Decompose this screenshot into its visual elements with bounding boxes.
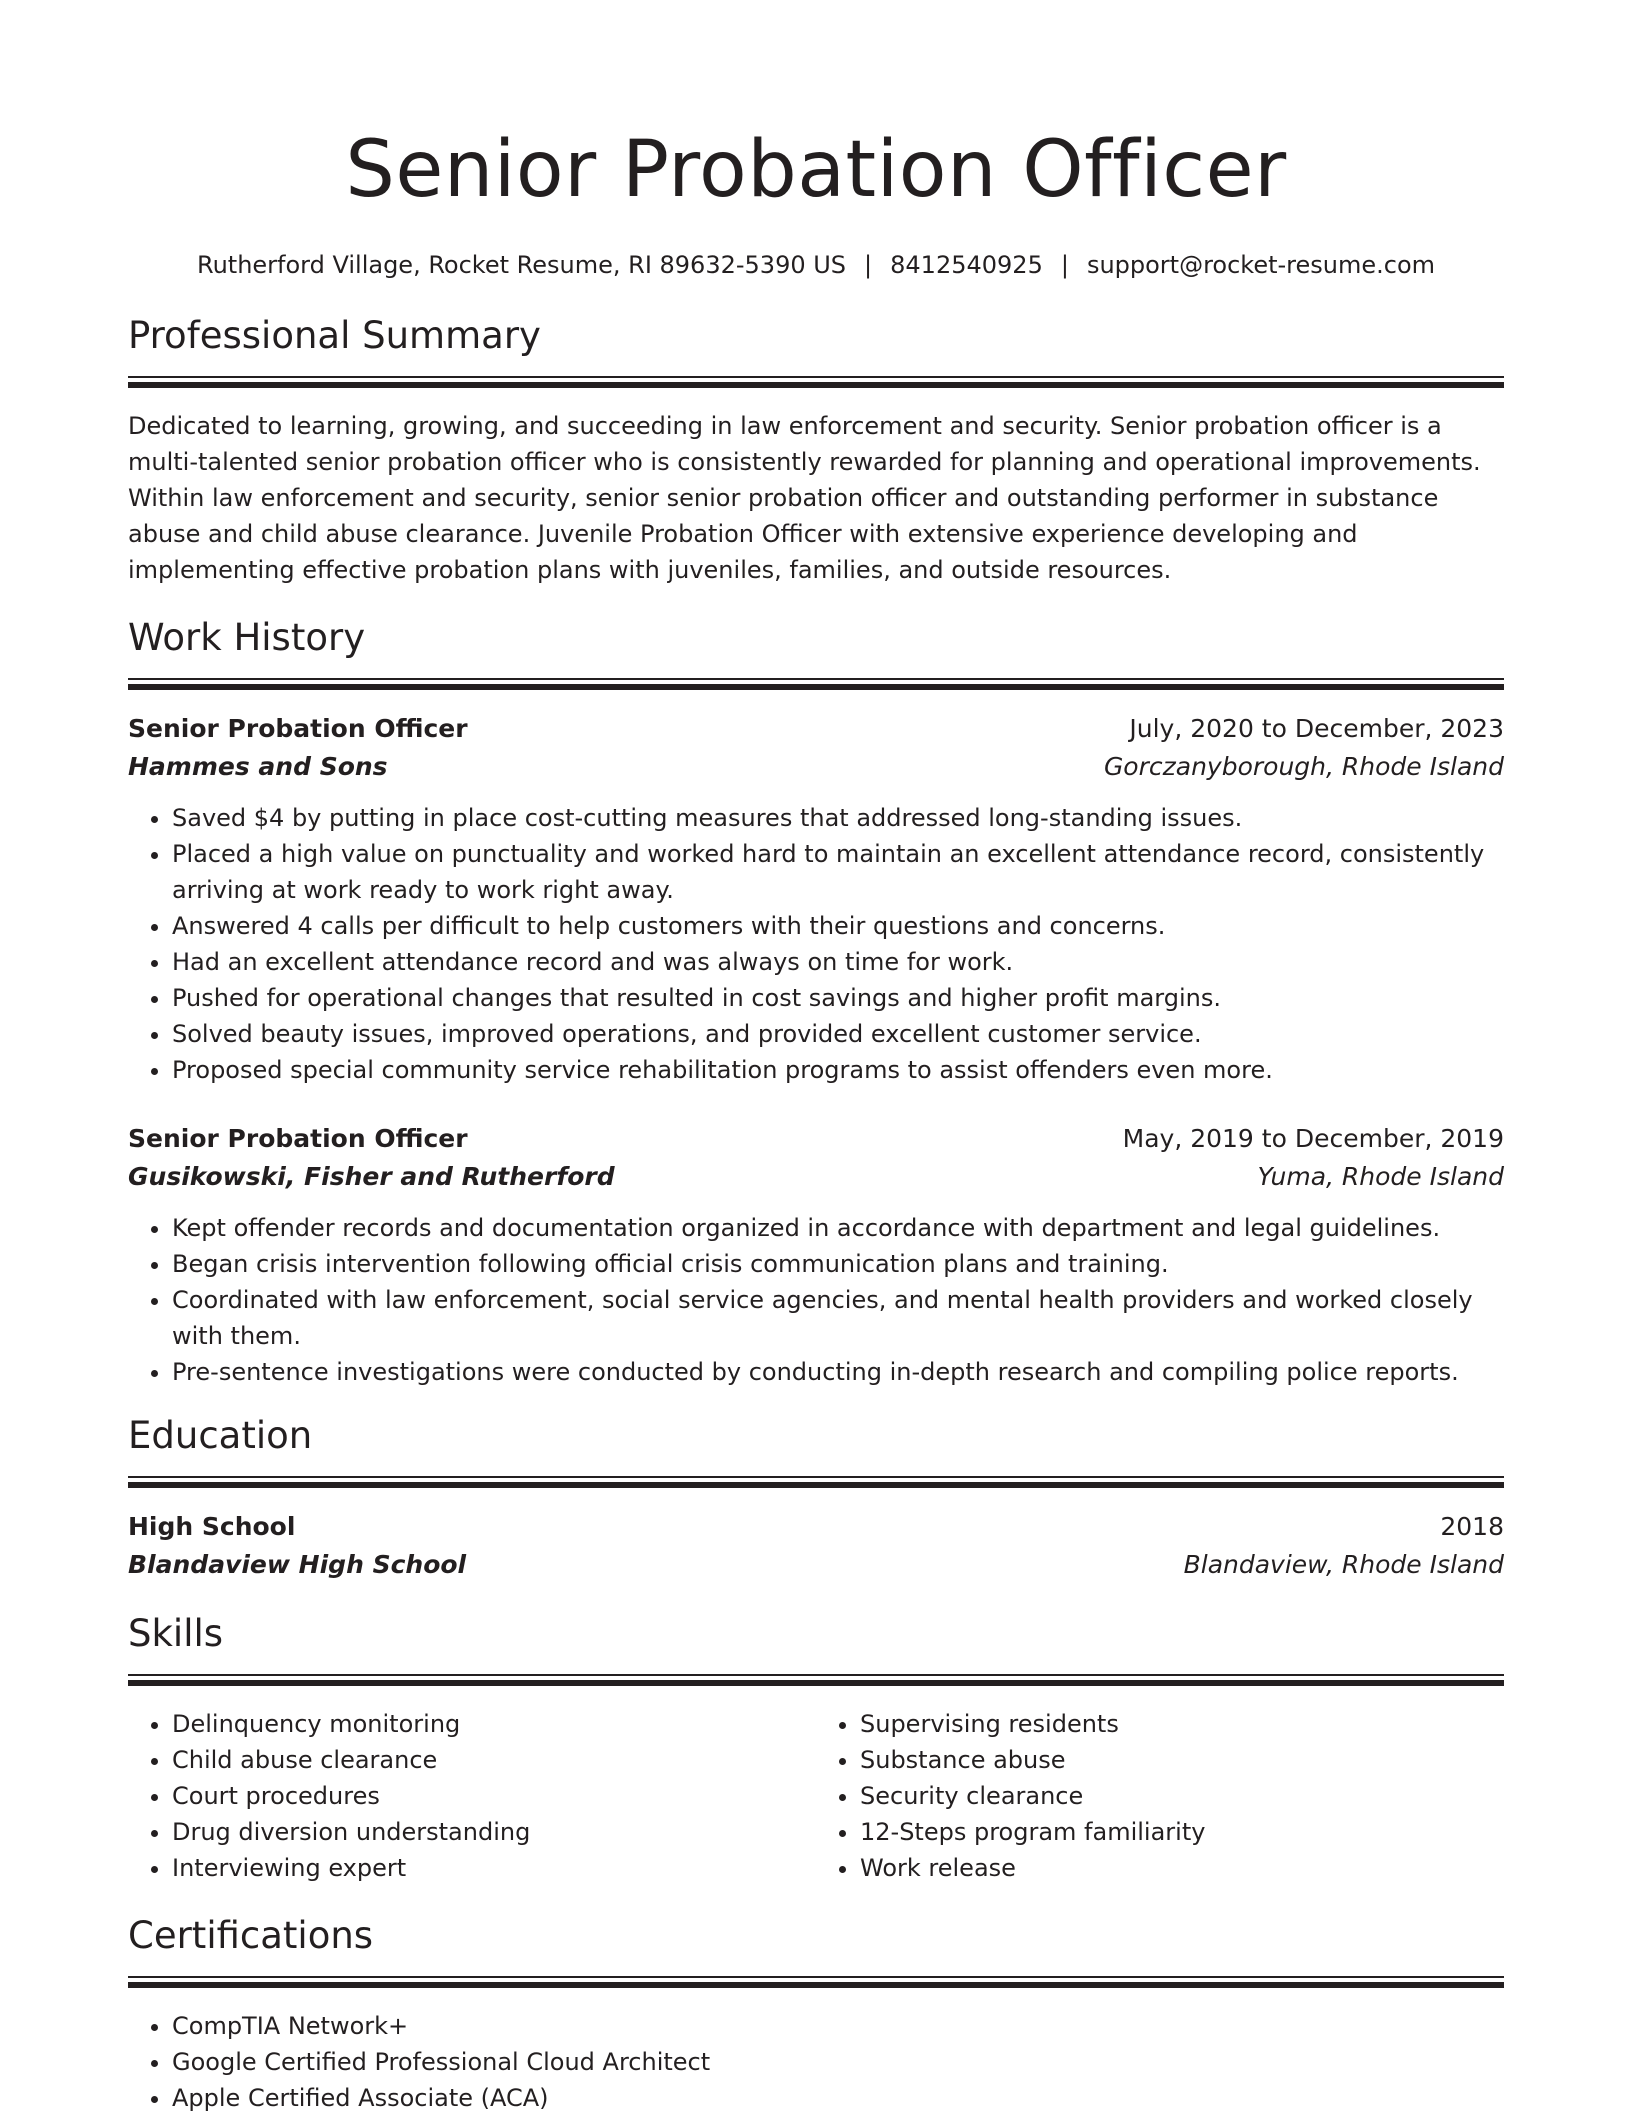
job-dates: May, 2019 to December, 2019 [1122, 1124, 1504, 1153]
certification-item: • CompTIA Network+ [172, 2008, 1504, 2044]
job-role: Senior Probation Officer [128, 714, 468, 743]
list-item: • Coordinated with law enforcement, social service agencies, and mental health providers and worked closely with them. [172, 1282, 1504, 1354]
job-location: Gorczanyborough, Rhode Island [1103, 752, 1504, 781]
list-item: • Proposed special community service rehabilitation programs to assist offenders even more. [172, 1052, 1504, 1088]
skills-section [128, 1606, 1504, 1886]
section-divider [128, 1674, 1504, 1688]
skills-grid [128, 1706, 1504, 1886]
education-school: Blandaview High School [128, 1550, 467, 1579]
list-item: • Pre-sentence investigations were conducted by conducting in-depth research and compiling police reports. [172, 1354, 1504, 1390]
skill-item: • Security clearance [860, 1778, 1504, 1814]
contact-separator: | [1060, 251, 1069, 279]
education-title: Education [128, 1414, 313, 1457]
job-entry [128, 710, 1504, 1088]
section-divider [128, 678, 1504, 692]
contact-phone: 8412540925 [890, 251, 1043, 279]
skill-item: • Child abuse clearance [172, 1742, 816, 1778]
skills-list-right [816, 1706, 1504, 1886]
education-degree: High School [128, 1512, 296, 1541]
section-divider [128, 1476, 1504, 1490]
contact-email: support@rocket-resume.com [1086, 251, 1436, 279]
certifications-list [128, 2008, 1504, 2116]
job-company: Hammes and Sons [128, 752, 388, 781]
list-item: • Answered 4 calls per difficult to help customers with their questions and concerns. [172, 908, 1504, 944]
job-role: Senior Probation Officer [128, 1124, 468, 1153]
summary-section [128, 308, 1504, 588]
section-divider [128, 376, 1504, 390]
list-item: • Placed a high value on punctuality and worked hard to maintain an excellent attendance record, consistently arriving at work ready to work right away. [172, 836, 1504, 908]
list-item: • Kept offender records and documentation organized in accordance with department and legal guidelines. [172, 1210, 1504, 1246]
skill-item: • Supervising residents [860, 1706, 1504, 1742]
contact-address: Rutherford Village, Rocket Resume, RI 89632-5390 US [196, 251, 847, 279]
contact-line [128, 248, 1504, 282]
list-item: • Had an excellent attendance record and was always on time for work. [172, 944, 1504, 980]
job-bullets [128, 1210, 1504, 1390]
resume-name: Senior Probation Officer [345, 125, 1287, 215]
list-item: • Began crisis intervention following official crisis communication plans and training. [172, 1246, 1504, 1282]
education-location: Blandaview, Rhode Island [1183, 1550, 1504, 1579]
list-item: • Solved beauty issues, improved operations, and provided excellent customer service. [172, 1016, 1504, 1052]
certifications-section [128, 1908, 1504, 2116]
summary-title: Professional Summary [128, 314, 541, 357]
education-section [128, 1408, 1504, 1584]
work-section [128, 610, 1504, 1390]
education-year: 2018 [1440, 1512, 1504, 1541]
contact-separator: | [864, 251, 873, 279]
skill-item: • Interviewing expert [172, 1850, 816, 1886]
skills-list-left [128, 1706, 816, 1886]
skill-item: • Work release [860, 1850, 1504, 1886]
list-item: • Saved $4 by putting in place cost-cutting measures that addressed long-standing issues. [172, 800, 1504, 836]
skill-item: • 12-Steps program familiarity [860, 1814, 1504, 1850]
list-item: • Pushed for operational changes that resulted in cost savings and higher profit margins. [172, 980, 1504, 1016]
skills-title: Skills [128, 1612, 224, 1655]
work-title: Work History [128, 616, 366, 659]
skill-item: • Court procedures [172, 1778, 816, 1814]
section-divider [128, 1976, 1504, 1990]
job-entry [128, 1120, 1504, 1390]
skill-item: • Drug diversion understanding [172, 1814, 816, 1850]
summary-text: Dedicated to learning, growing, and succeeding in law enforcement and security. Senior probation officer is a multi-talented senior probation officer who is consistently rewarded for planning and operational improvements. Within law enforcement and security, senior senior probation officer and outstanding performer in substance abuse and child abuse clearance. Juvenile Probation Officer with extensive experience developing and implementing effective probation plans with juveniles, families, and outside resources. [128, 412, 1481, 584]
skill-item: • Delinquency monitoring [172, 1706, 816, 1742]
certification-item: • Google Certified Professional Cloud Architect [172, 2044, 1504, 2080]
certification-item: • Apple Certified Associate (ACA) [172, 2080, 1504, 2116]
skill-item: • Substance abuse [860, 1742, 1504, 1778]
job-company: Gusikowski, Fisher and Rutherford [128, 1162, 615, 1191]
job-bullets [128, 800, 1504, 1088]
job-dates: July, 2020 to December, 2023 [1129, 714, 1504, 743]
certifications-title: Certifications [128, 1914, 374, 1957]
job-location: Yuma, Rhode Island [1257, 1162, 1504, 1191]
